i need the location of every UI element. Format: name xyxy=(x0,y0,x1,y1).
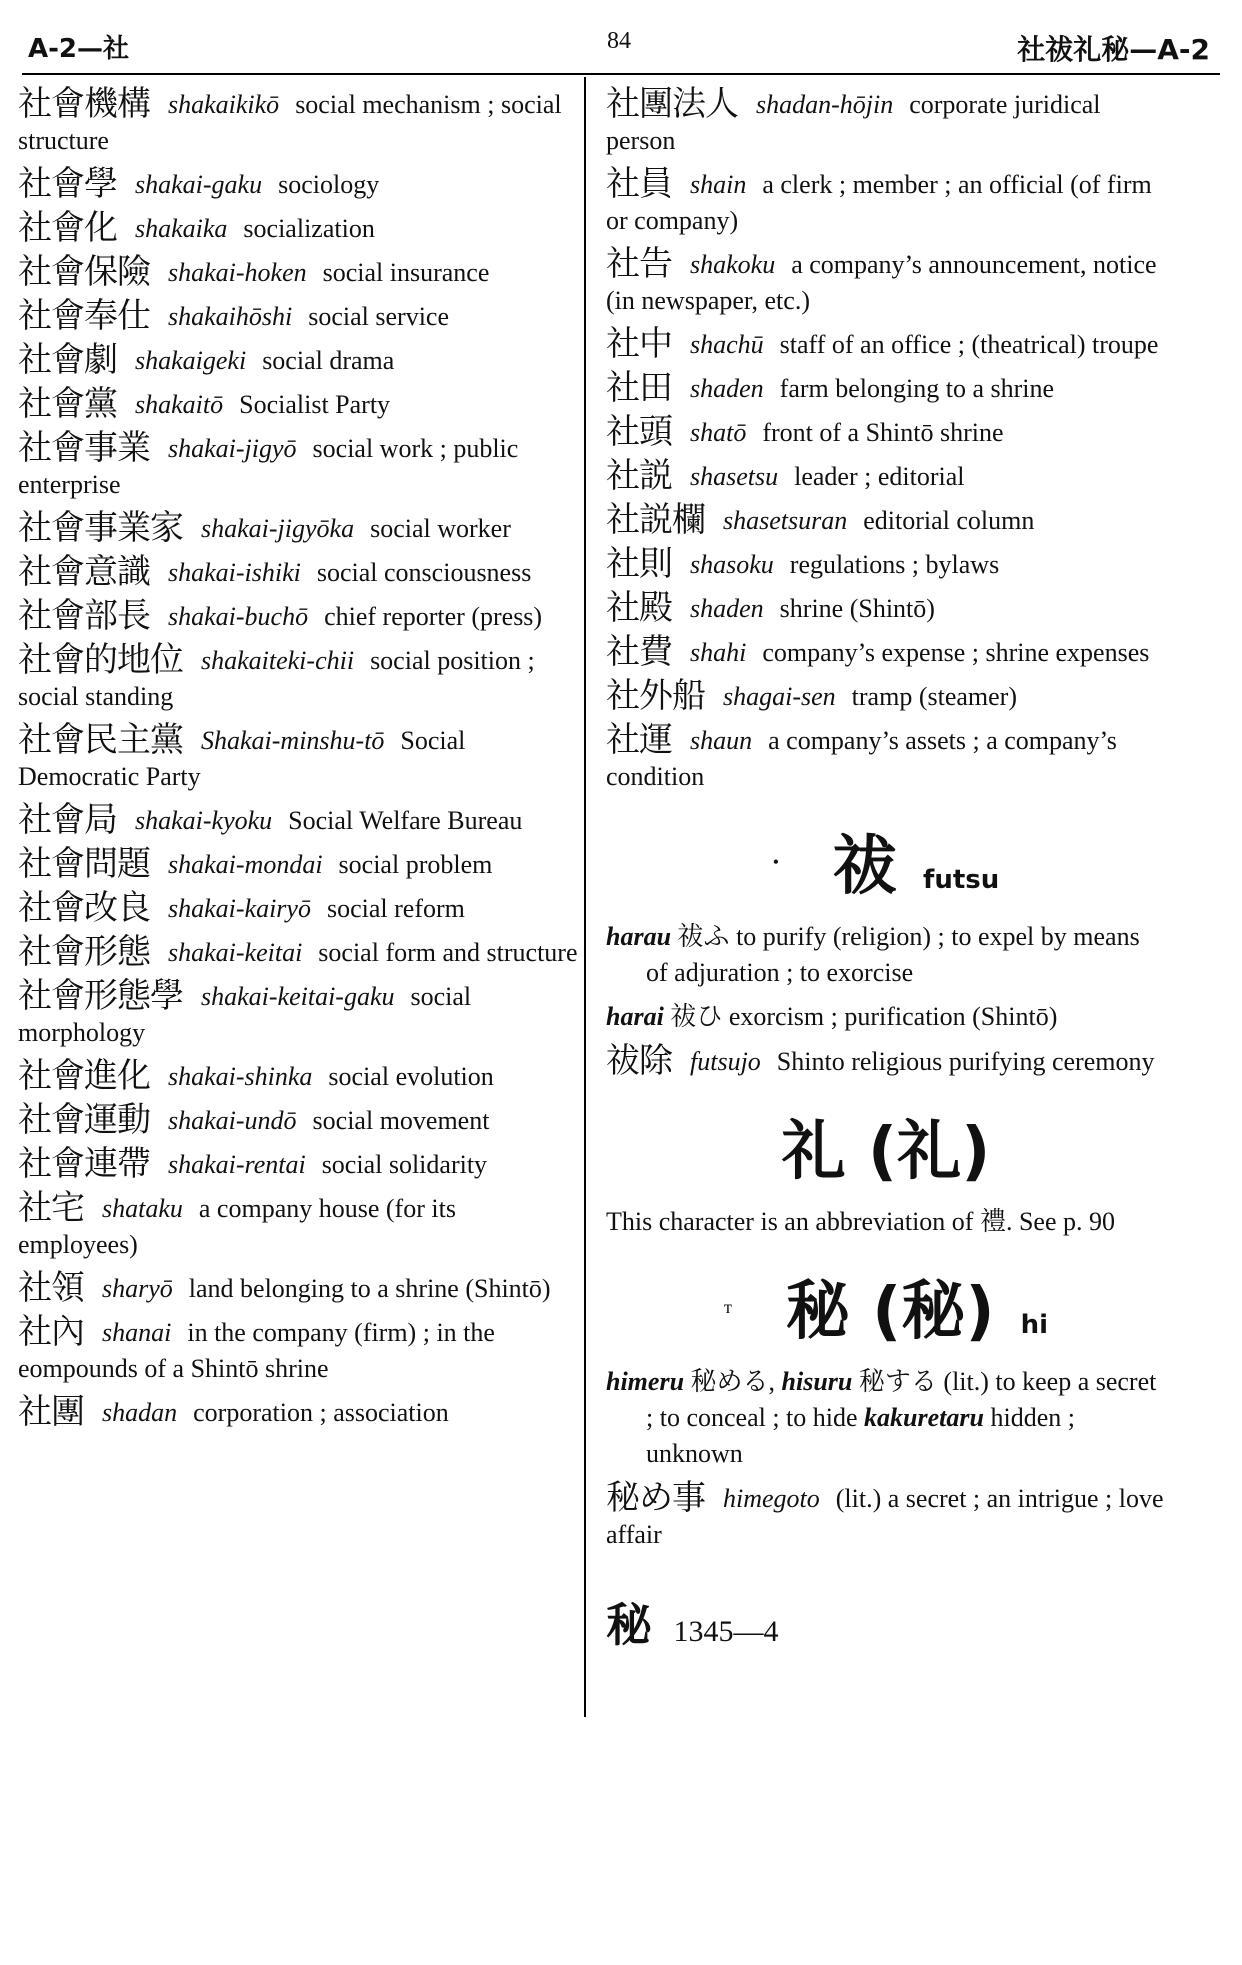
entry-kanji: 社會部長 xyxy=(18,596,150,636)
hi-word-hisuru: hisuru xyxy=(781,1367,853,1396)
entry-romaji: himegoto xyxy=(723,1484,820,1513)
entry-romaji: shakoku xyxy=(690,250,776,279)
dictionary-entry xyxy=(18,1394,578,1431)
entry-romaji: shachū xyxy=(690,330,764,359)
entry-gloss: social work ; public enterprise xyxy=(18,434,519,499)
entry-kanji: 社會連帶 xyxy=(18,1144,150,1184)
dictionary-entry xyxy=(18,1314,578,1387)
entry-kanji: 社會機構 xyxy=(18,84,150,124)
dictionary-entry xyxy=(18,430,578,503)
futsu-kana-harai: 祓ひ xyxy=(670,1002,723,1031)
entry-romaji: shakai-keitai xyxy=(168,938,303,967)
entry-kanji: 社會黨 xyxy=(18,384,117,424)
entry-kanji: 社宅 xyxy=(18,1188,84,1228)
entry-romaji: shakaihōshi xyxy=(168,302,293,331)
entry-kanji: 社會進化 xyxy=(18,1056,150,1096)
entry-romaji: shakaigeki xyxy=(135,346,247,375)
entry-romaji: shakai-mondai xyxy=(168,850,323,879)
dictionary-entry xyxy=(18,1190,578,1263)
hi-kana-hisuru: 秘する xyxy=(858,1367,937,1396)
entry-kanji: 社會運動 xyxy=(18,1100,150,1140)
entry-gloss: social drama xyxy=(262,346,395,375)
dictionary-entry xyxy=(18,722,578,795)
entry-gloss: sociology xyxy=(278,170,380,199)
futsu-reading: futsu xyxy=(923,865,1000,895)
entry-gloss: Socialist Party xyxy=(239,390,391,419)
entry-romaji: shakaiteki-chii xyxy=(201,646,355,675)
footer-reference xyxy=(606,1589,1166,1655)
futsu-paragraph-1 xyxy=(606,919,1166,991)
entry-romaji: shadan-hōjin xyxy=(756,90,894,119)
entry-gloss: a company’s assets ; a company’s condition xyxy=(606,726,1117,791)
entry-romaji: shadan xyxy=(102,1398,178,1427)
entry-gloss: company’s expense ; shrine expenses xyxy=(762,638,1150,667)
entry-gloss: social problem xyxy=(338,850,493,879)
entry-kanji: 社中 xyxy=(606,324,672,364)
entry-romaji: shaden xyxy=(690,594,764,623)
entry-kanji: 秘め事 xyxy=(606,1478,705,1518)
dictionary-entry xyxy=(18,510,578,547)
rei-note: This character is an abbreviation of 禮. See p. 90 xyxy=(606,1207,1115,1236)
entry-gloss: farm belonging to a shrine xyxy=(779,374,1055,403)
entry-gloss: land belonging to a shrine (Shintō) xyxy=(188,1274,551,1303)
entry-kanji: 社費 xyxy=(606,632,672,672)
entry-gloss: front of a Shintō shrine xyxy=(762,418,1004,447)
entry-romaji: Shakai-minshu-tō xyxy=(201,726,385,755)
dictionary-entry xyxy=(606,502,1166,539)
hi-gloss-2: hidden ; unknown xyxy=(646,1403,1075,1468)
dictionary-entry xyxy=(18,386,578,423)
column-divider xyxy=(584,77,586,1717)
entry-gloss: social solidarity xyxy=(321,1150,488,1179)
entry-romaji: shakai-undō xyxy=(168,1106,297,1135)
dictionary-entry xyxy=(18,1058,578,1095)
entry-kanji: 社會事業家 xyxy=(18,508,183,548)
entry-gloss: a company house (for its employees) xyxy=(18,1194,456,1259)
dictionary-entry xyxy=(18,642,578,715)
entry-romaji: shasoku xyxy=(690,550,774,579)
entry-kanji: 社會民主黨 xyxy=(18,720,183,760)
entry-kanji: 社田 xyxy=(606,368,672,408)
entry-romaji: shakaikikō xyxy=(168,90,280,119)
entry-gloss: social movement xyxy=(312,1106,490,1135)
entry-gloss: social reform xyxy=(326,894,465,923)
dictionary-entry xyxy=(606,722,1166,795)
entry-gloss: social mechanism ; social structure xyxy=(18,90,562,155)
entry-gloss: social consciousness xyxy=(316,558,532,587)
futsu-entry xyxy=(606,1043,1166,1080)
entry-kanji: 社會局 xyxy=(18,800,117,840)
futsu-heading xyxy=(606,815,1166,907)
entry-kanji: 社員 xyxy=(606,164,672,204)
entry-romaji: shasetsu xyxy=(690,462,779,491)
hi-entry xyxy=(606,1480,1166,1553)
entry-kanji: 社説 xyxy=(606,456,672,496)
entry-romaji: shasetsuran xyxy=(723,506,848,535)
dictionary-entry xyxy=(18,298,578,335)
entry-romaji: shakai-keitai-gaku xyxy=(201,982,395,1011)
entry-romaji: shakaika xyxy=(135,214,228,243)
dictionary-entry xyxy=(18,890,578,927)
entry-kanji: 社運 xyxy=(606,720,672,760)
dictionary-entry xyxy=(18,802,578,839)
entry-romaji: shakai-jigyōka xyxy=(201,514,355,543)
hi-mark: ᴛ xyxy=(723,1297,732,1317)
entry-kanji: 社會學 xyxy=(18,164,117,204)
left-column xyxy=(18,86,578,1438)
dictionary-entry xyxy=(18,342,578,379)
entry-romaji: shakaitō xyxy=(135,390,224,419)
entry-kanji: 社説欄 xyxy=(606,500,705,540)
entry-kanji: 社會問題 xyxy=(18,844,150,884)
dictionary-entry xyxy=(606,458,1166,495)
header-right: 社祓礼秘—A-2 xyxy=(1017,33,1210,66)
dictionary-entry xyxy=(18,934,578,971)
entry-romaji: futsujo xyxy=(690,1047,761,1076)
futsu-word-harai: harai xyxy=(606,1002,664,1031)
hi-heading xyxy=(606,1260,1166,1352)
dictionary-entry xyxy=(606,326,1166,363)
entry-kanji: 社會化 xyxy=(18,208,117,248)
dictionary-entry xyxy=(606,634,1166,671)
entry-kanji: 社會形態 xyxy=(18,932,150,972)
dictionary-entry xyxy=(18,846,578,883)
futsu-gloss-harai: exorcism ; purification (Shintō) xyxy=(728,1002,1058,1031)
entry-gloss: chief reporter (press) xyxy=(324,602,543,631)
page-number: 84 xyxy=(607,28,631,54)
entry-kanji: 社外船 xyxy=(606,676,705,716)
entry-romaji: shahi xyxy=(690,638,747,667)
entry-gloss: social evolution xyxy=(328,1062,494,1091)
entry-gloss: (lit.) a secret ; an intrigue ; love affair xyxy=(606,1484,1164,1549)
entry-gloss: staff of an office ; (theatrical) troupe xyxy=(779,330,1159,359)
hi-kana-himeru: 秘める, xyxy=(690,1367,776,1396)
entry-romaji: shakai-kairyō xyxy=(168,894,311,923)
entry-romaji: sharyō xyxy=(102,1274,173,1303)
entry-gloss: corporate juridical person xyxy=(606,90,1101,155)
entry-gloss: social morphology xyxy=(18,982,472,1047)
dictionary-entry xyxy=(606,590,1166,627)
footer-kanji: 秘 xyxy=(606,1598,652,1652)
entry-kanji: 社會的地位 xyxy=(18,640,183,680)
entry-romaji: shaun xyxy=(690,726,753,755)
entry-gloss: Shinto religious purifying ceremony xyxy=(776,1047,1155,1076)
entry-gloss: social worker xyxy=(370,514,511,543)
entry-gloss: leader ; editorial xyxy=(794,462,965,491)
dictionary-entry xyxy=(606,414,1166,451)
entry-romaji: shataku xyxy=(102,1194,183,1223)
dictionary-entry xyxy=(606,546,1166,583)
entry-gloss: corporation ; association xyxy=(193,1398,449,1427)
entry-kanji: 社會劇 xyxy=(18,340,117,380)
entry-romaji: shakai-kyoku xyxy=(135,806,273,835)
entry-romaji: shakai-gaku xyxy=(135,170,263,199)
page-header xyxy=(28,28,1210,68)
hi-word-himeru: himeru xyxy=(606,1367,685,1396)
entry-kanji: 社告 xyxy=(606,244,672,284)
hi-word-kakuretaru: kakuretaru xyxy=(864,1403,984,1432)
futsu-kanji: 祓 xyxy=(833,830,898,904)
entry-gloss: socialization xyxy=(243,214,375,243)
futsu-paragraph-2 xyxy=(606,999,1166,1035)
entry-kanji: 社領 xyxy=(18,1268,84,1308)
dictionary-entry xyxy=(18,1146,578,1183)
entry-kanji: 社殿 xyxy=(606,588,672,628)
entry-romaji: shakai-hoken xyxy=(168,258,307,287)
hi-paragraph xyxy=(606,1364,1166,1472)
entry-romaji: shaden xyxy=(690,374,764,403)
entry-kanji: 社內 xyxy=(18,1312,84,1352)
entry-gloss: Social Democratic Party xyxy=(18,726,466,791)
dictionary-entry xyxy=(606,678,1166,715)
entry-romaji: shakai-shinka xyxy=(168,1062,313,1091)
header-left: A-2—社 xyxy=(28,34,130,64)
dictionary-entry xyxy=(606,86,1166,159)
entry-romaji: shakai-ishiki xyxy=(168,558,301,587)
entry-romaji: shain xyxy=(690,170,747,199)
dictionary-entry xyxy=(606,246,1166,319)
entry-kanji: 社會奉仕 xyxy=(18,296,150,336)
entry-gloss: tramp (steamer) xyxy=(851,682,1017,711)
entry-gloss: editorial column xyxy=(863,506,1035,535)
rei-heading xyxy=(606,1100,1166,1192)
entry-gloss: social position ; social standing xyxy=(18,646,535,711)
entry-kanji: 社則 xyxy=(606,544,672,584)
hi-gloss-1: (lit.) to keep a secret ; to conceal ; to hide xyxy=(646,1367,1157,1432)
right-entries xyxy=(606,86,1166,795)
dictionary-entry xyxy=(606,370,1166,407)
entry-kanji: 社團 xyxy=(18,1392,84,1432)
hi-kanji: 秘 (秘) xyxy=(785,1275,995,1349)
entry-kanji: 社團法人 xyxy=(606,84,738,124)
entry-romaji: shatō xyxy=(690,418,747,447)
dictionary-entry xyxy=(18,598,578,635)
dictionary-entry xyxy=(18,554,578,591)
dictionary-entry xyxy=(18,1102,578,1139)
entry-romaji: shakai-jigyō xyxy=(168,434,297,463)
entry-kanji: 社會改良 xyxy=(18,888,150,928)
entry-romaji: shagai-sen xyxy=(723,682,836,711)
futsu-gloss-harau: to purify (religion) ; to expel by means of adjuration ; to exorcise xyxy=(646,922,1140,987)
footer-ref-number: 1345—4 xyxy=(673,1615,779,1648)
dictionary-entry xyxy=(18,210,578,247)
dictionary-entry xyxy=(18,166,578,203)
entry-gloss: shrine (Shintō) xyxy=(779,594,935,623)
entry-gloss: social service xyxy=(308,302,449,331)
dictionary-entry xyxy=(18,978,578,1051)
futsu-word-harau: harau xyxy=(606,922,672,951)
entry-gloss: a company’s announcement, notice (in newspaper, etc.) xyxy=(606,250,1157,315)
entry-gloss: in the company (firm) ; in the eompounds of a Shintō shrine xyxy=(18,1318,495,1383)
entry-gloss: Social Welfare Bureau xyxy=(288,806,523,835)
header-rule xyxy=(22,73,1220,75)
entry-kanji: 社會事業 xyxy=(18,428,150,468)
hi-reading: hi xyxy=(1020,1310,1049,1340)
dictionary-entry xyxy=(18,1270,578,1307)
entry-kanji: 社會保險 xyxy=(18,252,150,292)
futsu-mark: • xyxy=(772,852,780,872)
entry-romaji: shanai xyxy=(102,1318,172,1347)
entry-kanji: 社會形態學 xyxy=(18,976,183,1016)
right-column xyxy=(606,86,1166,1655)
rei-kanji: 礼 (礼) xyxy=(781,1115,991,1189)
entry-gloss: regulations ; bylaws xyxy=(789,550,1000,579)
entry-gloss: a clerk ; member ; an official (of firm or company) xyxy=(606,170,1152,235)
entry-romaji: shakai-rentai xyxy=(168,1150,306,1179)
entry-romaji: shakai-buchō xyxy=(168,602,309,631)
entry-kanji: 社會意識 xyxy=(18,552,150,592)
entry-gloss: social insurance xyxy=(322,258,490,287)
entry-kanji: 社頭 xyxy=(606,412,672,452)
dictionary-entry xyxy=(606,166,1166,239)
dictionary-entry xyxy=(18,254,578,291)
entry-kanji: 祓除 xyxy=(606,1041,672,1081)
futsu-kana-harau: 祓ふ xyxy=(677,922,730,951)
dictionary-entry xyxy=(18,86,578,159)
entry-gloss: social form and structure xyxy=(318,938,578,967)
